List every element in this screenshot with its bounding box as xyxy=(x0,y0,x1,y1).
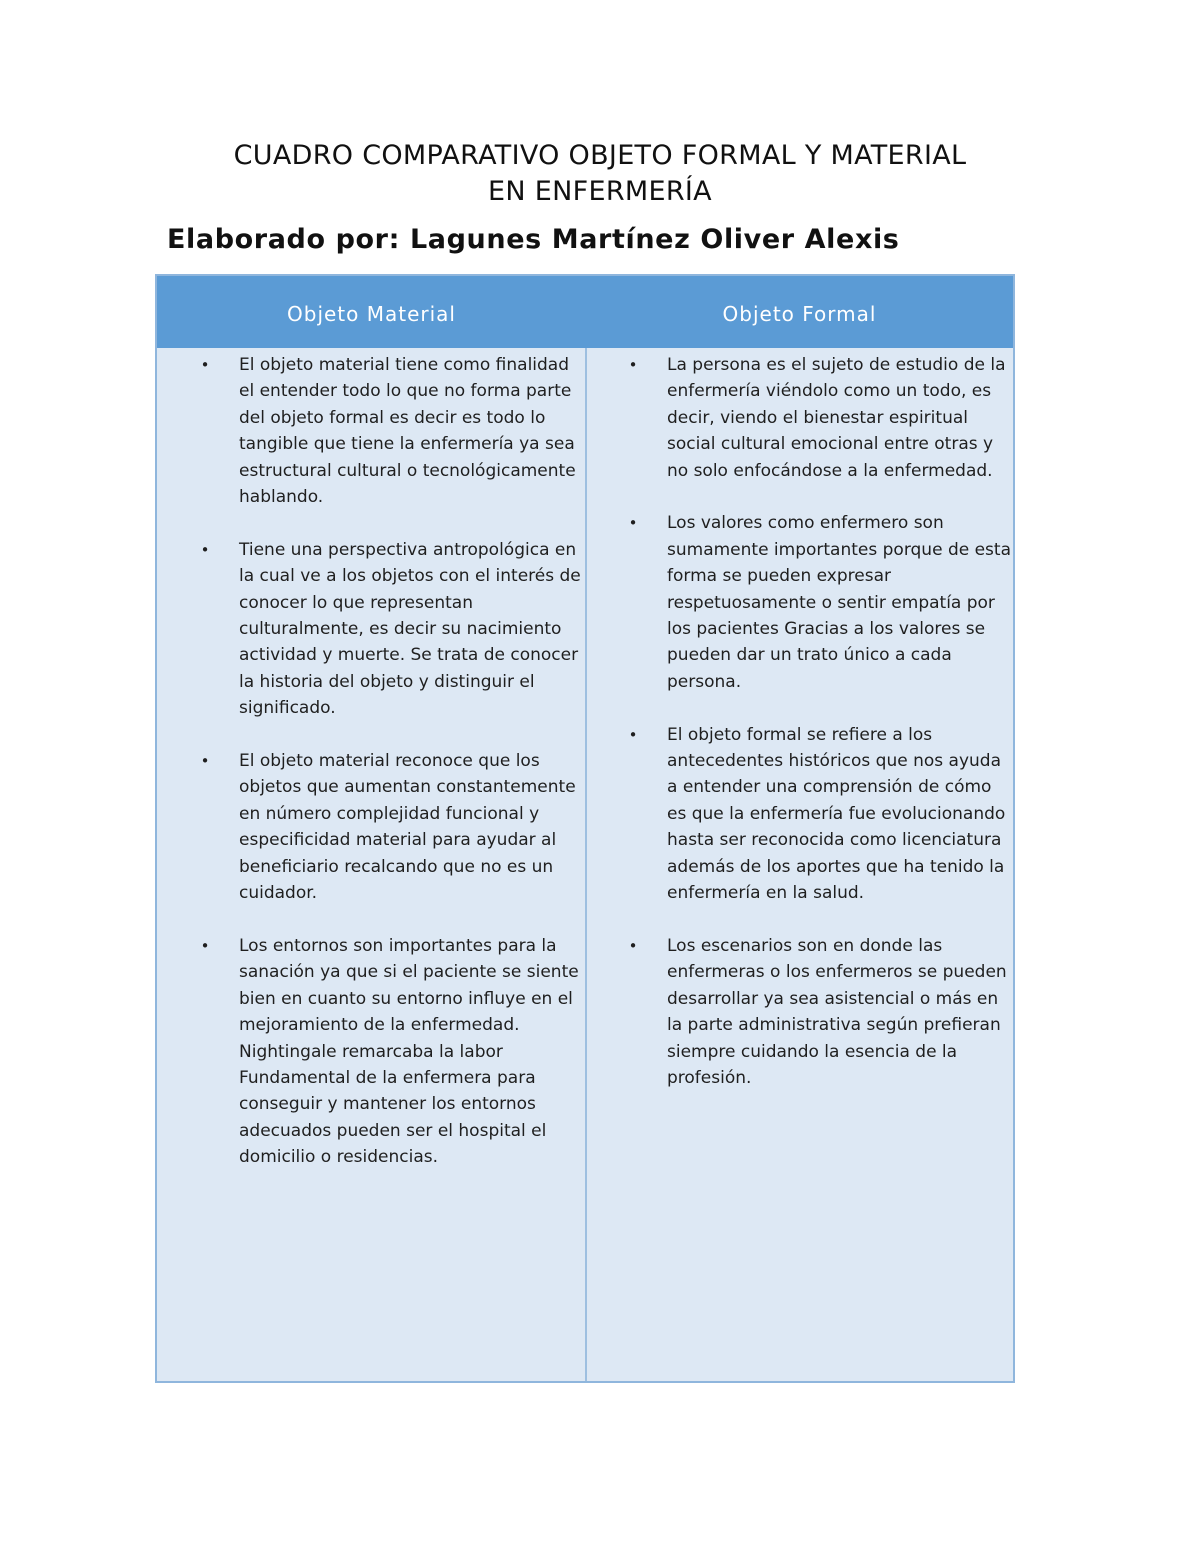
list-item-text: Los entornos son importantes para la sanación ya que si el paciente se siente bien en cuanto su entorno influye en el mejoramiento de la enfermedad. Nightingale remarcaba la labor Fundamental de la enfermera para conseguir y mantener los entornos adecuados pueden ser el hospital el domicilio o residencias. xyxy=(239,935,579,1168)
objeto-material-list xyxy=(199,352,584,1197)
bullet-icon: • xyxy=(628,356,638,374)
bullet-icon: • xyxy=(200,752,210,771)
bullet-icon: • xyxy=(628,725,638,744)
bullet-icon: • xyxy=(628,514,638,533)
list-item-text: El objeto material reconoce que los objetos que aumentan constantemente en número complejidad funcional y especificidad material para ayudar al beneficiario recalcando que no es un cuidador. xyxy=(239,751,576,904)
table-header-row xyxy=(157,276,1013,348)
comparison-table xyxy=(155,274,1015,1383)
column-divider xyxy=(585,348,587,1381)
list-item-text: Tiene una perspectiva antropológica en la cual ve a los objetos con el interés de conocer lo que representan culturalmente, es decir su nacimiento actividad y muerte. Se trata de conocer la historia del objeto y distinguir el significado. xyxy=(239,539,581,719)
list-item xyxy=(627,933,1012,1091)
header-objeto-formal: Objeto Formal xyxy=(722,302,877,326)
list-item xyxy=(199,537,584,722)
bullet-icon: • xyxy=(200,356,210,374)
list-item xyxy=(627,352,1012,484)
header-objeto-material: Objeto Material xyxy=(287,302,456,326)
list-item xyxy=(199,748,584,906)
list-item-text: Los valores como enfermero son sumamente importantes porque de esta forma se pueden expresar respetuosamente o sentir empatía por los pacientes Gracias a los valores se pueden dar un trato único a cada persona. xyxy=(667,513,1012,692)
author-line: Elaborado por: Lagunes Martínez Oliver Alexis xyxy=(167,224,900,255)
bullet-icon: • xyxy=(200,540,210,559)
title-line-1: CUADRO COMPARATIVO OBJETO FORMAL Y MATERIAL xyxy=(233,140,967,171)
bullet-icon: • xyxy=(628,936,638,955)
objeto-formal-list xyxy=(627,352,1012,1118)
list-item xyxy=(627,722,1012,907)
document-title xyxy=(150,138,1050,210)
list-item xyxy=(199,933,584,1171)
list-item-text: El objeto material tiene como finalidad el entender todo lo que no forma parte del objeto formal es decir es todo lo tangible que tiene la enfermería ya sea estructural cultural o tecnológicamente hablando. xyxy=(239,355,576,508)
list-item-text: Los escenarios son en donde las enfermeras o los enfermeros se pueden desarrollar ya sea asistencial o más en la parte administrativa según prefieran siempre cuidando la esencia de la profesión. xyxy=(667,935,1007,1088)
list-item-text: La persona es el sujeto de estudio de la enfermería viéndolo como un todo, es decir, viendo el bienestar espiritual social cultural emocional entre otras y no solo enfocándose a la enfermedad. xyxy=(667,355,1006,481)
list-item xyxy=(627,510,1012,695)
title-line-2: EN ENFERMERÍA xyxy=(488,176,712,207)
list-item-text: El objeto formal se refiere a los antecedentes históricos que nos ayuda a entender una comprensión de cómo es que la enfermería fue evolucionando hasta ser reconocida como licenciatura además de los aportes que ha tenido la enfermería en la salud. xyxy=(667,724,1006,904)
bullet-icon: • xyxy=(200,936,210,955)
list-item xyxy=(199,352,584,510)
